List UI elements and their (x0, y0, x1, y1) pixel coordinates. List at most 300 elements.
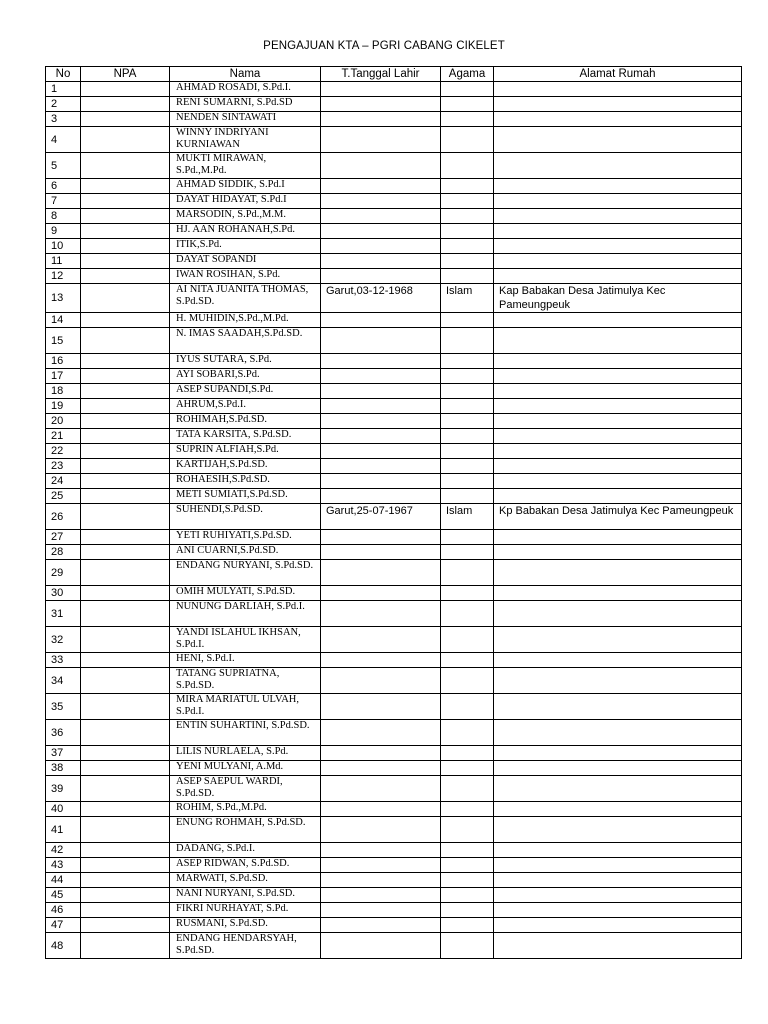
cell-tempat-tanggal-lahir (321, 153, 441, 179)
cell-nama: MARWATI, S.Pd.SD. (170, 873, 321, 888)
table-row (46, 224, 742, 239)
cell-nama: METI SUMIATI,S.Pd.SD. (170, 489, 321, 504)
cell-nama: MIRA MARIATUL ULVAH, S.Pd.I. (170, 694, 321, 720)
table-row (46, 153, 742, 179)
cell-agama (441, 474, 494, 489)
cell-no: 21 (46, 429, 81, 444)
cell-alamat (494, 530, 742, 545)
cell-agama (441, 530, 494, 545)
cell-agama (441, 858, 494, 873)
cell-agama (441, 776, 494, 802)
cell-alamat (494, 918, 742, 933)
cell-npa (81, 530, 170, 545)
cell-agama (441, 97, 494, 112)
cell-npa (81, 720, 170, 746)
cell-alamat (494, 802, 742, 817)
cell-no: 10 (46, 239, 81, 254)
cell-agama (441, 414, 494, 429)
cell-tempat-tanggal-lahir (321, 873, 441, 888)
table-row (46, 179, 742, 194)
table-row (46, 903, 742, 918)
cell-nama: TATA KARSITA, S.Pd.SD. (170, 429, 321, 444)
cell-no: 17 (46, 369, 81, 384)
cell-no: 23 (46, 459, 81, 474)
cell-alamat (494, 254, 742, 269)
cell-npa (81, 224, 170, 239)
table-row (46, 313, 742, 328)
cell-agama (441, 313, 494, 328)
cell-nama: YANDI ISLAHUL IKHSAN, S.Pd.I. (170, 627, 321, 653)
table-row (46, 817, 742, 843)
cell-no: 39 (46, 776, 81, 802)
cell-no: 42 (46, 843, 81, 858)
cell-tempat-tanggal-lahir (321, 888, 441, 903)
cell-nama: AHRUM,S.Pd.I. (170, 399, 321, 414)
cell-npa (81, 858, 170, 873)
cell-nama: DAYAT SOPANDI (170, 254, 321, 269)
cell-agama (441, 254, 494, 269)
cell-no: 22 (46, 444, 81, 459)
cell-tempat-tanggal-lahir (321, 601, 441, 627)
cell-npa (81, 399, 170, 414)
cell-tempat-tanggal-lahir (321, 802, 441, 817)
cell-tempat-tanggal-lahir (321, 82, 441, 97)
cell-alamat (494, 653, 742, 668)
cell-agama (441, 560, 494, 586)
cell-tempat-tanggal-lahir (321, 313, 441, 328)
cell-no: 46 (46, 903, 81, 918)
cell-agama (441, 399, 494, 414)
cell-tempat-tanggal-lahir (321, 239, 441, 254)
table-row (46, 504, 742, 530)
table-row (46, 328, 742, 354)
cell-no: 7 (46, 194, 81, 209)
cell-alamat (494, 112, 742, 127)
cell-agama (441, 545, 494, 560)
cell-npa (81, 627, 170, 653)
cell-nama: MUKTI MIRAWAN, S.Pd.,M.Pd. (170, 153, 321, 179)
cell-alamat (494, 179, 742, 194)
cell-agama (441, 694, 494, 720)
cell-npa (81, 586, 170, 601)
cell-nama: AHMAD SIDDIK, S.Pd.I (170, 179, 321, 194)
cell-alamat: Kap Babakan Desa Jatimulya Kec Pameungpeuk (494, 284, 742, 313)
cell-alamat (494, 444, 742, 459)
cell-agama: Islam (441, 284, 494, 313)
cell-npa (81, 776, 170, 802)
cell-alamat (494, 328, 742, 354)
table-row (46, 530, 742, 545)
cell-agama (441, 179, 494, 194)
cell-agama (441, 802, 494, 817)
cell-tempat-tanggal-lahir: Garut,03-12-1968 (321, 284, 441, 313)
cell-nama: IWAN ROSIHAN, S.Pd. (170, 269, 321, 284)
cell-tempat-tanggal-lahir (321, 746, 441, 761)
cell-npa (81, 918, 170, 933)
cell-npa (81, 560, 170, 586)
cell-npa (81, 414, 170, 429)
cell-alamat (494, 82, 742, 97)
cell-agama (441, 720, 494, 746)
cell-agama (441, 328, 494, 354)
table-row (46, 269, 742, 284)
cell-npa (81, 601, 170, 627)
cell-tempat-tanggal-lahir (321, 776, 441, 802)
cell-nama: DADANG, S.Pd.I. (170, 843, 321, 858)
cell-alamat (494, 873, 742, 888)
cell-no: 43 (46, 858, 81, 873)
table-row (46, 284, 742, 313)
cell-agama (441, 127, 494, 153)
cell-tempat-tanggal-lahir (321, 254, 441, 269)
cell-no: 19 (46, 399, 81, 414)
cell-no: 29 (46, 560, 81, 586)
table-row (46, 254, 742, 269)
cell-agama (441, 888, 494, 903)
cell-nama: RUSMANI, S.Pd.SD. (170, 918, 321, 933)
cell-npa (81, 694, 170, 720)
cell-tempat-tanggal-lahir (321, 399, 441, 414)
cell-tempat-tanggal-lahir (321, 459, 441, 474)
cell-tempat-tanggal-lahir (321, 817, 441, 843)
table-row (46, 601, 742, 627)
cell-alamat (494, 194, 742, 209)
table-row (46, 858, 742, 873)
cell-nama: HJ. AAN ROHANAH,S.Pd. (170, 224, 321, 239)
cell-alamat (494, 888, 742, 903)
cell-alamat (494, 933, 742, 959)
cell-nama: AHMAD ROSADI, S.Pd.I. (170, 82, 321, 97)
cell-alamat (494, 545, 742, 560)
column-header-npa: NPA (81, 67, 170, 82)
cell-no: 27 (46, 530, 81, 545)
cell-npa (81, 269, 170, 284)
cell-npa (81, 444, 170, 459)
table-row (46, 459, 742, 474)
cell-agama (441, 843, 494, 858)
cell-no: 13 (46, 284, 81, 313)
cell-npa (81, 112, 170, 127)
cell-no: 30 (46, 586, 81, 601)
table-row (46, 918, 742, 933)
cell-no: 24 (46, 474, 81, 489)
cell-no: 44 (46, 873, 81, 888)
cell-nama: NUNUNG DARLIAH, S.Pd.I. (170, 601, 321, 627)
cell-npa (81, 489, 170, 504)
cell-no: 37 (46, 746, 81, 761)
cell-agama (441, 918, 494, 933)
table-row (46, 239, 742, 254)
cell-tempat-tanggal-lahir (321, 761, 441, 776)
table-row (46, 888, 742, 903)
cell-tempat-tanggal-lahir (321, 369, 441, 384)
cell-alamat (494, 209, 742, 224)
cell-nama: ENUNG ROHMAH, S.Pd.SD. (170, 817, 321, 843)
cell-npa (81, 153, 170, 179)
cell-no: 20 (46, 414, 81, 429)
cell-nama: NENDEN SINTAWATI (170, 112, 321, 127)
cell-agama (441, 668, 494, 694)
cell-alamat (494, 627, 742, 653)
cell-nama: AI NITA JUANITA THOMAS, S.Pd.SD. (170, 284, 321, 313)
cell-npa (81, 384, 170, 399)
cell-tempat-tanggal-lahir (321, 429, 441, 444)
cell-tempat-tanggal-lahir (321, 224, 441, 239)
cell-agama (441, 429, 494, 444)
cell-nama: NANI NURYANI, S.Pd.SD. (170, 888, 321, 903)
cell-no: 25 (46, 489, 81, 504)
cell-alamat (494, 858, 742, 873)
cell-npa (81, 504, 170, 530)
cell-agama (441, 627, 494, 653)
cell-agama (441, 817, 494, 843)
cell-alamat (494, 399, 742, 414)
cell-agama: Islam (441, 504, 494, 530)
cell-npa (81, 328, 170, 354)
document-title: PENGAJUAN KTA – PGRI CABANG CIKELET (263, 40, 505, 52)
table-body (46, 82, 742, 959)
cell-alamat (494, 694, 742, 720)
cell-tempat-tanggal-lahir (321, 933, 441, 959)
cell-agama (441, 459, 494, 474)
cell-alamat (494, 459, 742, 474)
cell-npa (81, 474, 170, 489)
cell-tempat-tanggal-lahir (321, 414, 441, 429)
cell-npa (81, 194, 170, 209)
table-row (46, 399, 742, 414)
cell-nama: ANI CUARNI,S.Pd.SD. (170, 545, 321, 560)
cell-npa (81, 903, 170, 918)
cell-nama: H. MUHIDIN,S.Pd.,M.Pd. (170, 313, 321, 328)
cell-agama (441, 384, 494, 399)
cell-alamat (494, 354, 742, 369)
cell-no: 26 (46, 504, 81, 530)
cell-alamat (494, 384, 742, 399)
cell-no: 3 (46, 112, 81, 127)
cell-npa (81, 369, 170, 384)
cell-nama: IYUS SUTARA, S.Pd. (170, 354, 321, 369)
cell-agama (441, 903, 494, 918)
cell-tempat-tanggal-lahir (321, 560, 441, 586)
cell-agama (441, 489, 494, 504)
cell-no: 16 (46, 354, 81, 369)
cell-alamat (494, 489, 742, 504)
cell-nama: KARTIJAH,S.Pd.SD. (170, 459, 321, 474)
cell-tempat-tanggal-lahir (321, 720, 441, 746)
cell-no: 12 (46, 269, 81, 284)
cell-tempat-tanggal-lahir (321, 586, 441, 601)
cell-alamat (494, 429, 742, 444)
cell-npa (81, 284, 170, 313)
cell-no: 41 (46, 817, 81, 843)
cell-tempat-tanggal-lahir (321, 328, 441, 354)
column-header-alamat: Alamat Rumah (494, 67, 742, 82)
cell-nama: WINNY INDRIYANI KURNIAWAN (170, 127, 321, 153)
table-row (46, 82, 742, 97)
cell-tempat-tanggal-lahir (321, 209, 441, 224)
cell-tempat-tanggal-lahir (321, 444, 441, 459)
cell-alamat (494, 97, 742, 112)
cell-agama (441, 239, 494, 254)
cell-npa (81, 933, 170, 959)
cell-npa (81, 429, 170, 444)
cell-no: 15 (46, 328, 81, 354)
cell-npa (81, 873, 170, 888)
cell-npa (81, 97, 170, 112)
cell-agama (441, 873, 494, 888)
cell-npa (81, 254, 170, 269)
cell-nama: OMIH MULYATI, S.Pd.SD. (170, 586, 321, 601)
cell-alamat (494, 903, 742, 918)
header-row (46, 67, 742, 82)
cell-tempat-tanggal-lahir (321, 653, 441, 668)
table-row (46, 127, 742, 153)
cell-npa (81, 668, 170, 694)
cell-no: 8 (46, 209, 81, 224)
cell-alamat (494, 601, 742, 627)
table-row (46, 694, 742, 720)
cell-agama (441, 209, 494, 224)
cell-alamat (494, 776, 742, 802)
cell-nama: ASEP RIDWAN, S.Pd.SD. (170, 858, 321, 873)
cell-no: 36 (46, 720, 81, 746)
cell-tempat-tanggal-lahir (321, 489, 441, 504)
table-row (46, 586, 742, 601)
table-row (46, 97, 742, 112)
cell-nama: ENDANG HENDARSYAH, S.Pd.SD. (170, 933, 321, 959)
cell-agama (441, 224, 494, 239)
cell-npa (81, 209, 170, 224)
cell-tempat-tanggal-lahir (321, 843, 441, 858)
cell-nama: AYI SOBARI,S.Pd. (170, 369, 321, 384)
cell-alamat (494, 746, 742, 761)
cell-agama (441, 112, 494, 127)
cell-tempat-tanggal-lahir: Garut,25-07-1967 (321, 504, 441, 530)
cell-agama (441, 269, 494, 284)
table-row (46, 873, 742, 888)
cell-no: 38 (46, 761, 81, 776)
cell-npa (81, 354, 170, 369)
cell-alamat (494, 560, 742, 586)
cell-agama (441, 601, 494, 627)
cell-npa (81, 179, 170, 194)
cell-npa (81, 313, 170, 328)
cell-tempat-tanggal-lahir (321, 530, 441, 545)
table-header (46, 67, 742, 82)
cell-tempat-tanggal-lahir (321, 194, 441, 209)
table-row (46, 668, 742, 694)
cell-npa (81, 459, 170, 474)
cell-alamat (494, 224, 742, 239)
table-row (46, 761, 742, 776)
cell-alamat (494, 474, 742, 489)
cell-alamat: Kp Babakan Desa Jatimulya Kec Pameungpeuk (494, 504, 742, 530)
cell-no: 2 (46, 97, 81, 112)
cell-nama: RENI SUMARNI, S.Pd.SD (170, 97, 321, 112)
cell-tempat-tanggal-lahir (321, 903, 441, 918)
cell-agama (441, 153, 494, 179)
cell-no: 5 (46, 153, 81, 179)
table-row (46, 354, 742, 369)
cell-alamat (494, 586, 742, 601)
cell-nama: LILIS NURLAELA, S.Pd. (170, 746, 321, 761)
cell-agama (441, 761, 494, 776)
cell-alamat (494, 153, 742, 179)
cell-nama: ENDANG NURYANI, S.Pd.SD. (170, 560, 321, 586)
column-header-agama: Agama (441, 67, 494, 82)
cell-alamat (494, 127, 742, 153)
cell-alamat (494, 668, 742, 694)
cell-tempat-tanggal-lahir (321, 384, 441, 399)
cell-agama (441, 746, 494, 761)
cell-tempat-tanggal-lahir (321, 474, 441, 489)
cell-tempat-tanggal-lahir (321, 112, 441, 127)
cell-npa (81, 82, 170, 97)
cell-no: 4 (46, 127, 81, 153)
cell-tempat-tanggal-lahir (321, 918, 441, 933)
cell-no: 47 (46, 918, 81, 933)
cell-nama: ROHIM, S.Pd.,M.Pd. (170, 802, 321, 817)
cell-nama: ENTIN SUHARTINI, S.Pd.SD. (170, 720, 321, 746)
table-row (46, 627, 742, 653)
cell-tempat-tanggal-lahir (321, 127, 441, 153)
cell-nama: ASEP SUPANDI,S.Pd. (170, 384, 321, 399)
cell-nama: N. IMAS SAADAH,S.Pd.SD. (170, 328, 321, 354)
table-row (46, 209, 742, 224)
cell-no: 33 (46, 653, 81, 668)
cell-npa (81, 653, 170, 668)
cell-no: 14 (46, 313, 81, 328)
cell-nama: DAYAT HIDAYAT, S.Pd.I (170, 194, 321, 209)
cell-alamat (494, 843, 742, 858)
cell-alamat (494, 369, 742, 384)
table-row (46, 933, 742, 959)
table-row (46, 720, 742, 746)
table-row (46, 653, 742, 668)
cell-no: 31 (46, 601, 81, 627)
cell-npa (81, 127, 170, 153)
cell-tempat-tanggal-lahir (321, 627, 441, 653)
cell-nama: TATANG SUPRIATNA, S.Pd.SD. (170, 668, 321, 694)
cell-npa (81, 843, 170, 858)
table-row (46, 474, 742, 489)
table-row (46, 414, 742, 429)
cell-nama: MARSODIN, S.Pd.,M.M. (170, 209, 321, 224)
cell-npa (81, 545, 170, 560)
cell-agama (441, 933, 494, 959)
table-row (46, 384, 742, 399)
table-row (46, 489, 742, 504)
cell-no: 6 (46, 179, 81, 194)
cell-agama (441, 194, 494, 209)
cell-tempat-tanggal-lahir (321, 694, 441, 720)
cell-alamat (494, 720, 742, 746)
cell-nama: SUHENDI,S.Pd.SD. (170, 504, 321, 530)
cell-nama: HENI, S.Pd.I. (170, 653, 321, 668)
cell-npa (81, 239, 170, 254)
cell-no: 11 (46, 254, 81, 269)
table-row (46, 776, 742, 802)
cell-alamat (494, 313, 742, 328)
table-row (46, 545, 742, 560)
cell-nama: ITIK,S.Pd. (170, 239, 321, 254)
cell-no: 40 (46, 802, 81, 817)
cell-agama (441, 586, 494, 601)
cell-nama: ROHAESIH,S.Pd.SD. (170, 474, 321, 489)
cell-agama (441, 354, 494, 369)
cell-npa (81, 761, 170, 776)
cell-agama (441, 444, 494, 459)
